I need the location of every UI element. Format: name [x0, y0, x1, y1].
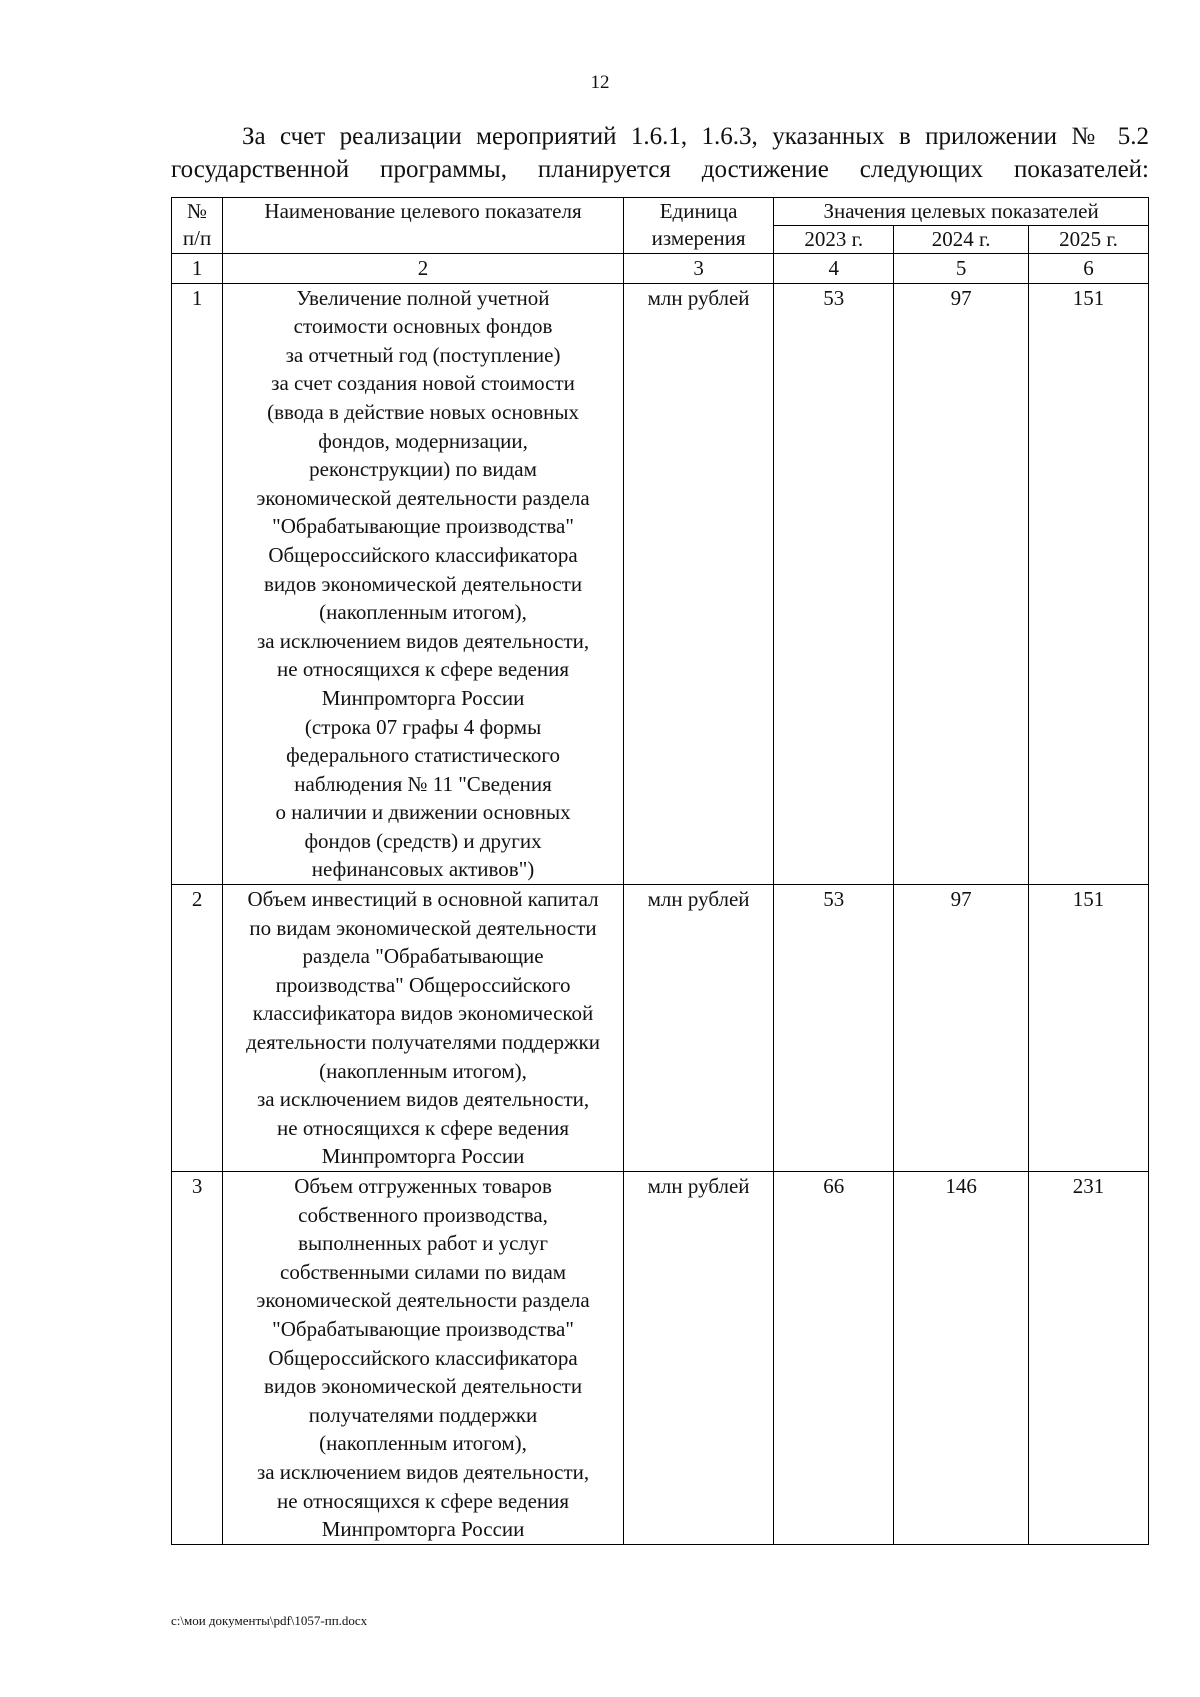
- intro-paragraph: [171, 120, 1149, 186]
- indicators-table: [171, 197, 1149, 1545]
- intro-line-2: государственной программы, планируется достижение следующих показателей:: [171, 156, 1149, 183]
- column-number: 4: [774, 254, 894, 284]
- row-value-2025: 151: [1028, 885, 1148, 1172]
- column-number: 1: [172, 254, 223, 284]
- header-name: Наименование целевого показателя: [223, 198, 624, 254]
- table-row: [172, 283, 1149, 884]
- table-header-row: [172, 198, 1149, 226]
- row-indicator-name: Объем инвестиций в основной капитал по видам экономической деятельности раздела "Обрабатывающие производства" Общероссийского классификатора видов экономической деятельности получателями поддержки (накопленным итогом), за исключением видов деятельности, не относящихся к сфере ведения Минпромторга России: [223, 885, 624, 1172]
- row-value-2025: 231: [1028, 1172, 1148, 1545]
- row-unit: млн рублей: [623, 1172, 773, 1545]
- column-number: 6: [1028, 254, 1148, 284]
- row-value-2023: 66: [774, 1172, 894, 1545]
- row-num: 1: [172, 283, 223, 884]
- header-year: 2024 г.: [894, 226, 1029, 254]
- row-num: 2: [172, 885, 223, 1172]
- row-value-2024: 97: [894, 885, 1029, 1172]
- page-number: 12: [590, 72, 610, 93]
- header-num: № п/п: [172, 198, 223, 254]
- table-row: [172, 885, 1149, 1172]
- row-num: 3: [172, 1172, 223, 1545]
- column-numbers-row: [172, 254, 1149, 284]
- intro-line-1: За счет реализации мероприятий 1.6.1, 1.6.3, указанных в приложении № 5.2: [242, 123, 1149, 150]
- header-values-group: Значения целевых показателей: [774, 198, 1149, 226]
- row-indicator-name: Увеличение полной учетной стоимости основных фондов за отчетный год (поступление) за счет создания новой стоимости (ввода в действие новых основных фондов, модернизации, реконструкции) по видам экономической деятельности раздела "Обрабатывающие производства" Общероссийского классификатора видов экономической деятельности (накопленным итогом), за исключением видов деятельности, не относящихся к сфере ведения Минпромторга России (строка 07 графы 4 формы федерального статистического наблюдения № 11 "Сведения о наличии и движении основных фондов (средств) и других нефинансовых активов"): [223, 283, 624, 884]
- row-unit: млн рублей: [623, 283, 773, 884]
- row-value-2024: 146: [894, 1172, 1029, 1545]
- header-year: 2023 г.: [774, 226, 894, 254]
- header-unit: Единица измерения: [623, 198, 773, 254]
- column-number: 5: [894, 254, 1029, 284]
- row-value-2025: 151: [1028, 283, 1148, 884]
- row-unit: млн рублей: [623, 885, 773, 1172]
- footer-file-path: c:\мои документы\pdf\1057-пп.docx: [171, 1613, 368, 1628]
- row-value-2024: 97: [894, 283, 1029, 884]
- row-value-2023: 53: [774, 283, 894, 884]
- header-year: 2025 г.: [1028, 226, 1148, 254]
- row-value-2023: 53: [774, 885, 894, 1172]
- row-indicator-name: Объем отгруженных товаров собственного производства, выполненных работ и услуг собственными силами по видам экономической деятельности раздела "Обрабатывающие производства" Общероссийского классификатора видов экономической деятельности получателями поддержки (накопленным итогом), за исключением видов деятельности, не относящихся к сфере ведения Минпромторга России: [223, 1172, 624, 1545]
- table-row: [172, 1172, 1149, 1545]
- column-number: 2: [223, 254, 624, 284]
- column-number: 3: [623, 254, 773, 284]
